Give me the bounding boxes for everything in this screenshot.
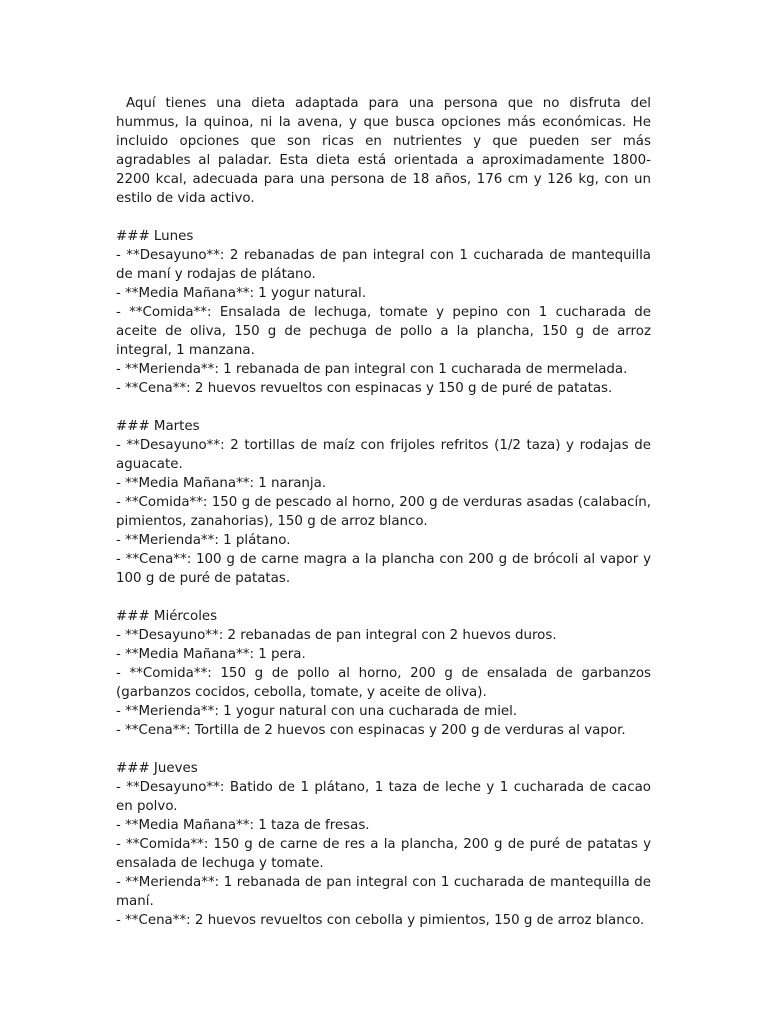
meal-item: - **Comida**: 150 g de pollo al horno, 200 g de ensalada de garbanzos (garbanzos cocidos, cebolla, tomate, y aceite de oliva). [116, 666, 651, 700]
meal-item: - **Comida**: 150 g de carne de res a la plancha, 200 g de puré de patatas y ensalada de lechuga y tomate. [116, 837, 651, 871]
meal-item: - **Comida**: Ensalada de lechuga, tomate y pepino con 1 cucharada de aceite de oliva, 150 g de pechuga de pollo a la plancha, 150 g de arroz integral, 1 manzana. [116, 305, 651, 358]
meal-item: - **Desayuno**: 2 tortillas de maíz con frijoles refritos (1/2 taza) y rodajas de aguacate. [116, 438, 651, 472]
day-section-miercoles [116, 607, 651, 740]
day-heading: ### Miércoles [116, 609, 218, 624]
day-heading: ### Lunes [116, 229, 194, 244]
meal-item: - **Merienda**: 1 rebanada de pan integral con 1 cucharada de mantequilla de maní. [116, 875, 651, 909]
meal-item: - **Comida**: 150 g de pescado al horno, 200 g de verduras asadas (calabacín, pimientos, zanahorias), 150 g de arroz blanco. [116, 495, 651, 529]
meal-item: - **Media Mañana**: 1 pera. [116, 647, 306, 662]
meal-item: - **Cena**: 2 huevos revueltos con cebolla y pimientos, 150 g de arroz blanco. [116, 913, 645, 928]
day-heading: ### Martes [116, 419, 200, 434]
meal-item: - **Desayuno**: 2 rebanadas de pan integral con 1 cucharada de mantequilla de maní y rodajas de plátano. [116, 248, 651, 282]
meal-item: - **Cena**: 2 huevos revueltos con espinacas y 150 g de puré de patatas. [116, 381, 613, 396]
day-section-martes [116, 417, 651, 588]
meal-item: - **Media Mañana**: 1 taza de fresas. [116, 818, 370, 833]
day-section-lunes [116, 227, 651, 398]
meal-item: - **Desayuno**: 2 rebanadas de pan integral con 2 huevos duros. [116, 628, 557, 643]
meal-item: - **Merienda**: 1 plátano. [116, 533, 291, 548]
meal-item: - **Media Mañana**: 1 naranja. [116, 476, 327, 491]
meal-item: - **Merienda**: 1 rebanada de pan integral con 1 cucharada de mermelada. [116, 362, 628, 377]
day-section-jueves [116, 759, 651, 930]
document-page [116, 94, 651, 930]
intro-paragraph: Aquí tienes una dieta adaptada para una persona que no disfruta del hummus, la quinoa, ni la avena, y que busca opciones más económicas. He incluido opciones que son ricas en nutrientes y que pueden ser más agradables al paladar. Esta dieta está orientada a aproximadamente 1800-2200 kcal, adecuada para una persona de 18 años, 176 cm y 126 kg, con un estilo de vida activo. [116, 96, 651, 206]
meal-item: - **Merienda**: 1 yogur natural con una cucharada de miel. [116, 704, 518, 719]
day-heading: ### Jueves [116, 761, 198, 776]
meal-item: - **Cena**: 100 g de carne magra a la plancha con 200 g de brócoli al vapor y 100 g de puré de patatas. [116, 552, 651, 586]
meal-item: - **Cena**: Tortilla de 2 huevos con espinacas y 200 g de verduras al vapor. [116, 723, 626, 738]
meal-item: - **Desayuno**: Batido de 1 plátano, 1 taza de leche y 1 cucharada de cacao en polvo. [116, 780, 651, 814]
meal-item: - **Media Mañana**: 1 yogur natural. [116, 286, 367, 301]
